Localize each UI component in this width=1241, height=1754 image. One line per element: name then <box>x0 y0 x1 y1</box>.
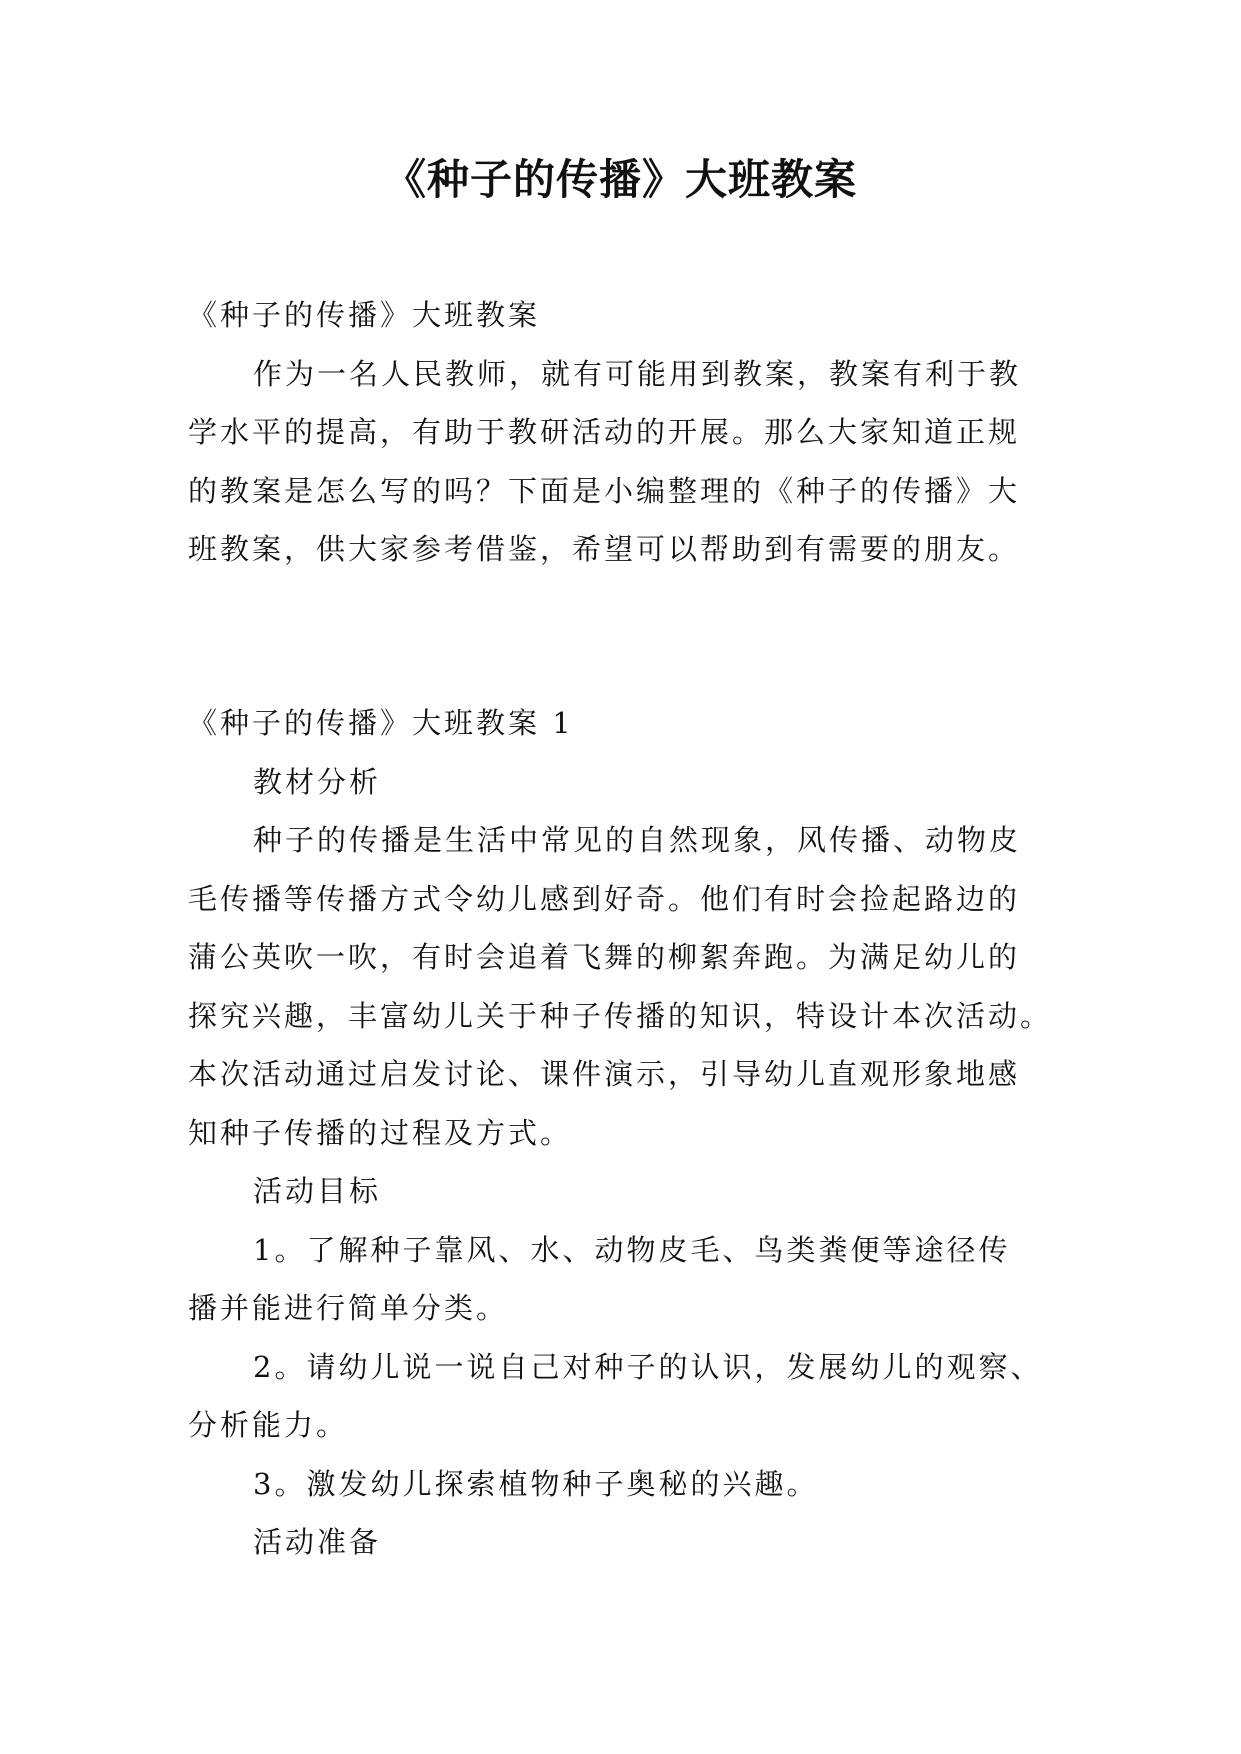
analysis-line: 蒲公英吹一吹，有时会追着飞舞的柳絮奔跑。为满足幼儿的 <box>188 940 1021 974</box>
intro-paragraph-line: 的教案是怎么写的吗？下面是小编整理的《种子的传播》大 <box>188 473 1021 508</box>
section-heading: 《种子的传播》大班教案 1 <box>188 706 574 740</box>
document-title: 《种子的传播》大班教案 <box>383 155 857 204</box>
goal-2-line: 分析能力。 <box>188 1408 349 1442</box>
intro-paragraph-line: 学水平的提高，有助于教研活动的开展。那么大家知道正规 <box>188 415 1021 449</box>
analysis-line: 本次活动通过启发讨论、课件演示，引导幼儿直观形象地感 <box>188 1057 1021 1091</box>
goal-1-line: 播并能进行简单分类。 <box>188 1291 509 1325</box>
goal-2-line: 2。请幼儿说一说自己对种子的认识，发展幼儿的观察、 <box>253 1349 1043 1384</box>
analysis-line: 毛传播等传播方式令幼儿感到好奇。他们有时会捡起路边的 <box>188 881 1021 916</box>
goal-3-line: 3。激发幼儿探索植物种子奥秘的兴趣。 <box>253 1466 819 1501</box>
intro-block <box>188 286 1068 579</box>
intro-paragraph-line: 作为一名人民教师，就有可能用到教案，教案有利于教 <box>253 356 1022 391</box>
analysis-line: 知种子传播的过程及方式。 <box>188 1115 573 1150</box>
analysis-line: 探究兴趣，丰富幼儿关于种子传播的知识，特设计本次活动。 <box>188 998 1053 1033</box>
intro-heading: 《种子的传播》大班教案 <box>188 298 541 332</box>
analysis-line: 种子的传播是生活中常见的自然现象，风传播、动物皮 <box>253 823 1022 857</box>
intro-paragraph-line: 班教案，供大家参考借鉴，希望可以帮助到有需要的朋友。 <box>188 532 1021 566</box>
goals-heading: 活动目标 <box>253 1174 382 1208</box>
prep-heading: 活动准备 <box>253 1525 382 1559</box>
analysis-heading: 教材分析 <box>253 764 382 799</box>
section-1-block <box>188 694 1068 1572</box>
goal-1-line: 1。了解种子靠风、水、动物皮毛、鸟类粪便等途径传 <box>253 1232 1011 1267</box>
